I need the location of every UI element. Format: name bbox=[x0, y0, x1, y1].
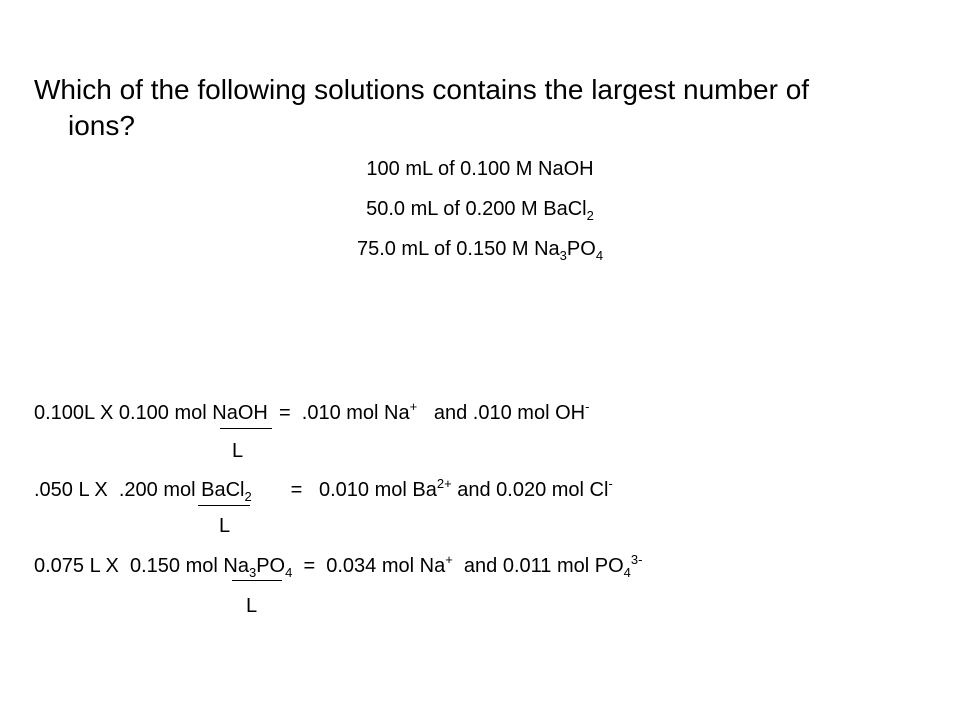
calculation-na3po4: 0.075 L X 0.150 mol $Na_3PO_4 = 0.034$ mol Na+ and 0.011 mol $PO_4^{3-}$ bbox=[34, 552, 643, 580]
fraction-denominator: L bbox=[232, 440, 244, 462]
fraction-denominator: L bbox=[219, 515, 231, 537]
question-line-1: Which of the following solutions contains the largest number of bbox=[34, 74, 810, 105]
fraction-bar bbox=[198, 505, 250, 506]
mol-numerator: mol bbox=[174, 402, 207, 424]
calculation-naoh: 0.100L X 0.100 mol NaOH = .010 mol Na+ and .010 mol OH- bbox=[34, 399, 590, 424]
question-text bbox=[34, 72, 934, 144]
option-na3po4: 75.0 mL of 0.150 M $Na_3PO_4$ bbox=[356, 238, 604, 263]
option-bacl2: 50.0 mL of 0.200 M BaCl$_2$ bbox=[366, 198, 594, 223]
calculation-bacl2: .050 L X .200 mol BaCl$_2$ = 0.010 mol $Ba^{2+}$ and 0.020 mol Cl- bbox=[34, 476, 613, 504]
option-naoh: 100 mL of 0.100 M NaOH bbox=[366, 158, 594, 180]
fraction-bar bbox=[232, 580, 282, 581]
fraction-bar bbox=[220, 428, 272, 429]
question-line-2: ions? bbox=[68, 110, 135, 141]
mol-numerator: mol bbox=[185, 555, 218, 577]
fraction-denominator: L bbox=[246, 595, 258, 617]
mol-numerator: mol bbox=[163, 479, 196, 501]
